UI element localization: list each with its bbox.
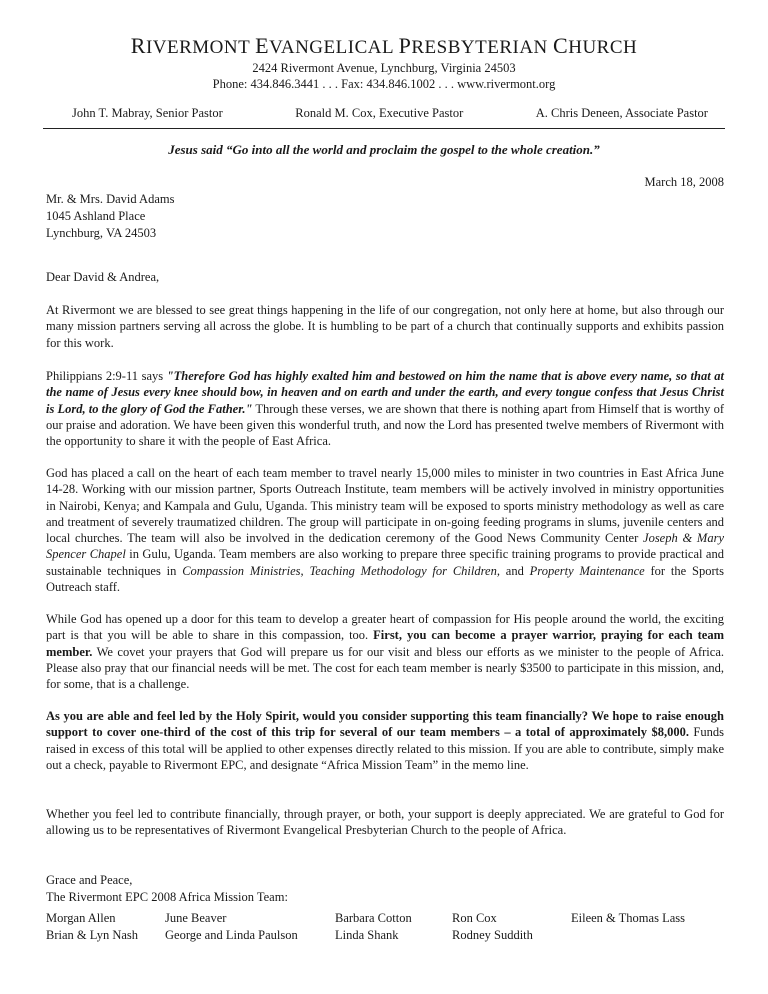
- pastor-executive: Ronald M. Cox, Executive Pastor: [295, 106, 464, 120]
- pastor-associate: A. Chris Deneen, Associate Pastor: [535, 106, 708, 120]
- training-programs: Compassion Ministries, Teaching Methodology for Children,: [182, 563, 500, 578]
- church-name-part: HURCH: [568, 37, 638, 58]
- team-member: Morgan Allen: [46, 911, 116, 925]
- p5-text: Funds raised in excess of this total will be applied to other expenses directly related to this mission. If you are able to contribute, simply make out a check, payable to Rivermont EPC, and designate “Africa Mission Team” in the memo line.: [46, 725, 724, 772]
- team-member: Linda Shank: [335, 927, 399, 942]
- p3-text: God has placed a call on the heart of each team member to travel nearly 15,000 miles to minister in two countries in East Africa June 14-28. Working with our mission partner, Sports Outreach Institute, team members will be actively involved in ministry opportunities in Nairobi, Kenya; and Kampala and Gulu, Uganda. This ministry team will be exposed to sports ministry methodology as well as care and treatment of severely traumatized children. The group will participate in on-going feeding programs in slums, juvenile centers and local churches. The team will also be involved in the dedication ceremony of the Good News Community Center: [46, 466, 724, 546]
- team-member: Barbara Cotton: [335, 911, 412, 925]
- church-name-cap: P: [398, 33, 412, 58]
- church-address: 2424 Rivermont Avenue, Lynchburg, Virginia 24503: [252, 61, 516, 75]
- church-name-part: VANGELICAL: [269, 37, 399, 58]
- team-member: June Beaver: [165, 911, 227, 925]
- recipient-city: Lynchburg, VA 24503: [46, 226, 157, 240]
- p4-text: While God has opened up a door for this team to develop a greater heart of compassion for His people around the world, the exciting part is that you will be able to share in this compassion, too.: [46, 612, 724, 643]
- team-member: Brian & Lyn Nash: [46, 927, 139, 942]
- paragraph-6: Whether you feel led to contribute financially, through prayer, or both, your support is deeply appreciated. We are grateful to God for allowing us to be representatives of Rivermont Evangelical Presbyterian Church to the people of Africa.: [46, 807, 724, 838]
- p4-text: We covet your prayers that God will prepare us for our visit and bless our efforts as we minister to the people of Africa. Please also pray that our financial needs will be met. The cost for each team member is nearly $3500 to participate in this mission, and, for some, that is a challenge.: [46, 644, 724, 692]
- p2-text: Philippians 2:9-11 says: [46, 369, 167, 383]
- training-program-maintenance: Property Maintenance: [529, 563, 645, 578]
- letterhead: [0, 34, 768, 92]
- church-contact: Phone: 434.846.3441 . . . Fax: 434.846.1002 . . . www.rivermont.org: [212, 77, 556, 91]
- motto: Jesus said “Go into all the world and proclaim the gospel to the whole creation.”: [168, 142, 600, 157]
- financial-request: As you are able and feel led by the Holy Spirit, would you consider supporting this team financially? We hope to raise enough support to cover one-third of the cost of this trip for several of our team members – a total of approximately $8,000.: [46, 709, 724, 740]
- church-name-part: RESBYTERIAN: [411, 37, 554, 58]
- scripture-quote: "Therefore God has highly exalted him and bestowed on him the name that is above every name, so that at the name of Jesus every knee should bow, in heaven and on earth and under the earth, and every tongue confess that Jesus Christ is Lord, to the glory of God the Father.": [46, 369, 724, 416]
- team-member: Ron Cox: [452, 911, 497, 925]
- closing-signature: The Rivermont EPC 2008 Africa Mission Team:: [46, 889, 288, 904]
- paragraph-3: [46, 465, 724, 595]
- team-member: George and Linda Paulson: [165, 927, 298, 942]
- paragraph-4: [46, 611, 724, 692]
- p3-text: and: [499, 563, 530, 578]
- letter-date: March 18, 2008: [644, 175, 724, 189]
- paragraph-5: [46, 708, 724, 773]
- closing-salutation: Grace and Peace,: [46, 873, 133, 887]
- church-name-cap: R: [130, 33, 146, 58]
- pastor-senior: John T. Mabray, Senior Pastor: [72, 106, 223, 120]
- p3-text: for the Sports Outreach staff.: [46, 563, 724, 595]
- church-name: [0, 34, 768, 60]
- recipient-street: 1045 Ashland Place: [46, 209, 146, 223]
- team-member: Eileen & Thomas Lass: [571, 911, 685, 925]
- paragraph-1: At Rivermont we are blessed to see great things happening in the life of our congregation, not only here at home, but also through our many mission partners serving all across the globe. It is humbling to be part of a church that continually supports and exhibits passion for this work.: [46, 303, 724, 350]
- church-name-part: IVERMONT: [145, 37, 256, 58]
- recipient-name: Mr. & Mrs. David Adams: [46, 192, 175, 206]
- chapel-name: Joseph & Mary Spencer Chapel: [46, 531, 724, 562]
- prayer-request: First, you can become a prayer warrior, praying for each team member.: [46, 628, 725, 659]
- recipient-address: [46, 191, 174, 242]
- paragraph-2: [46, 368, 724, 449]
- p3-text: in Gulu, Uganda. Team members are also working to prepare three specific training programs to provide practical and sustainable techniques in: [46, 547, 724, 578]
- church-name-cap: C: [553, 33, 569, 58]
- church-name-cap: E: [255, 33, 270, 58]
- header-divider: [43, 128, 725, 129]
- salutation: Dear David & Andrea,: [46, 270, 160, 284]
- pastor-list: [72, 106, 708, 121]
- closing: [46, 872, 288, 905]
- p2-text: Through these verses, we are shown that there is nothing apart from Himself that is worthy of our praise and adoration. We have been given this wonderful truth, and now the Lord has presented twelve members of Rivermont with the opportunity to share it with the people of East Africa.: [46, 401, 724, 449]
- team-member: Rodney Suddith: [452, 927, 533, 942]
